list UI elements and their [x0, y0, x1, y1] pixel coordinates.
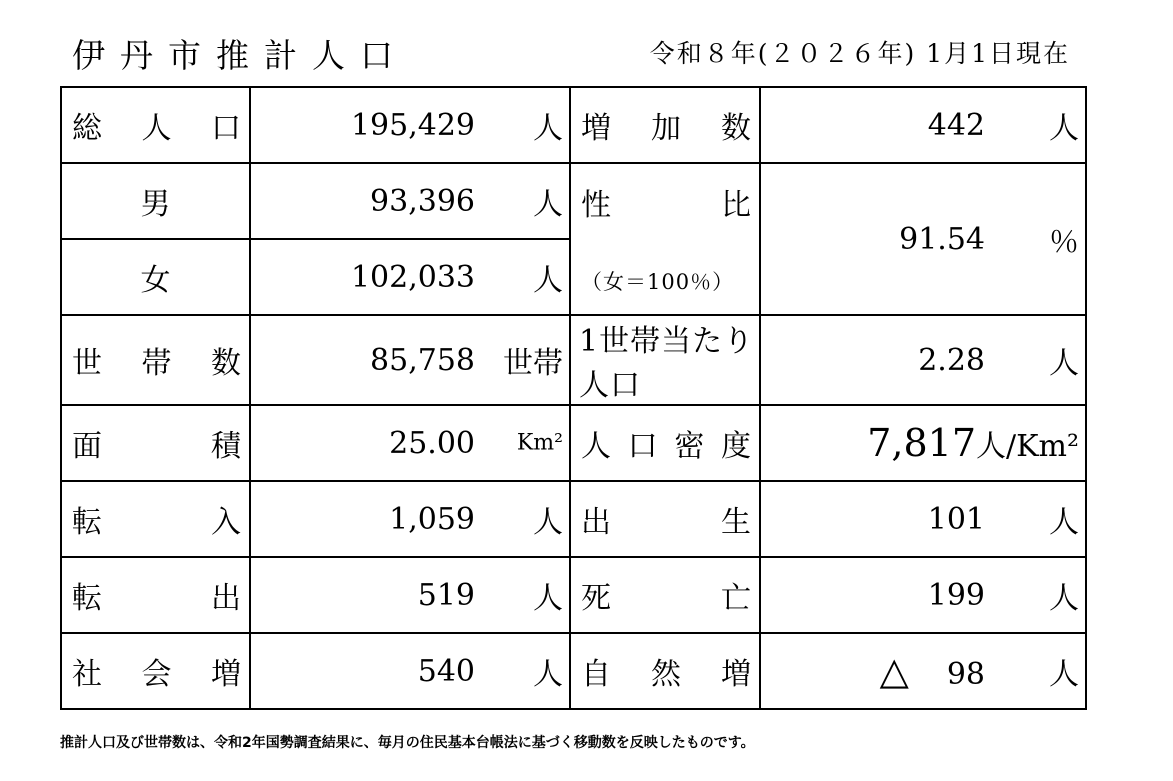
label-per-household: 1世帯当たり人口 [570, 315, 760, 405]
label-male: 男 [61, 163, 250, 239]
footnote: 推計人口及び世帯数は、令和2年国勢調査結果に、毎月の住民基本台帳法に基づく移動数を反映したものです。 [60, 735, 755, 751]
value-births: 101 人 [760, 481, 1086, 557]
value-move-out: 519 人 [250, 557, 570, 633]
label-total: 総 人 口 [61, 87, 250, 163]
label-move-out: 転 出 [61, 557, 250, 633]
label-area: 面 積 [61, 405, 250, 481]
label-deaths: 死 亡 [570, 557, 760, 633]
label-natural-increase: 自 然 増 [570, 633, 760, 709]
label-density: 人 口 密 度 [570, 405, 760, 481]
value-households: 85,758 世帯 [250, 315, 570, 405]
table-row [61, 405, 1086, 481]
page-title: 伊丹市推計人口 [72, 36, 408, 75]
table-row [61, 633, 1086, 709]
value-area: 25.00 Km² [250, 405, 570, 481]
value-deaths: 199 人 [760, 557, 1086, 633]
value-sex-ratio: 91.54 ％ [760, 163, 1086, 315]
label-households: 世 帯 数 [61, 315, 250, 405]
value-density: 7,817人/Km² [760, 405, 1086, 481]
label-sex-ratio: 性 比 （女＝100％） [570, 163, 760, 315]
value-male: 93,396 人 [250, 163, 570, 239]
label-increase: 増 加 数 [570, 87, 760, 163]
table-row [61, 87, 1086, 163]
value-move-in: 1,059 人 [250, 481, 570, 557]
as-of-date: 令和８年(２０２６年) 1月1日現在 [649, 39, 1070, 68]
value-increase: 442 人 [760, 87, 1086, 163]
value-social-increase: 540 人 [250, 633, 570, 709]
table-row [61, 557, 1086, 633]
value-per-household: 2.28 人 [760, 315, 1086, 405]
population-table [60, 86, 1087, 710]
decrease-triangle-icon: △ [879, 649, 909, 693]
label-move-in: 転 入 [61, 481, 250, 557]
table-row [61, 315, 1086, 405]
value-natural-increase: △ 98 人 [760, 633, 1086, 709]
table-row [61, 163, 1086, 239]
value-female: 102,033 人 [250, 239, 570, 315]
label-social-increase: 社 会 増 [61, 633, 250, 709]
label-births: 出 生 [570, 481, 760, 557]
label-female: 女 [61, 239, 250, 315]
table-row [61, 481, 1086, 557]
value-total: 195,429 人 [250, 87, 570, 163]
